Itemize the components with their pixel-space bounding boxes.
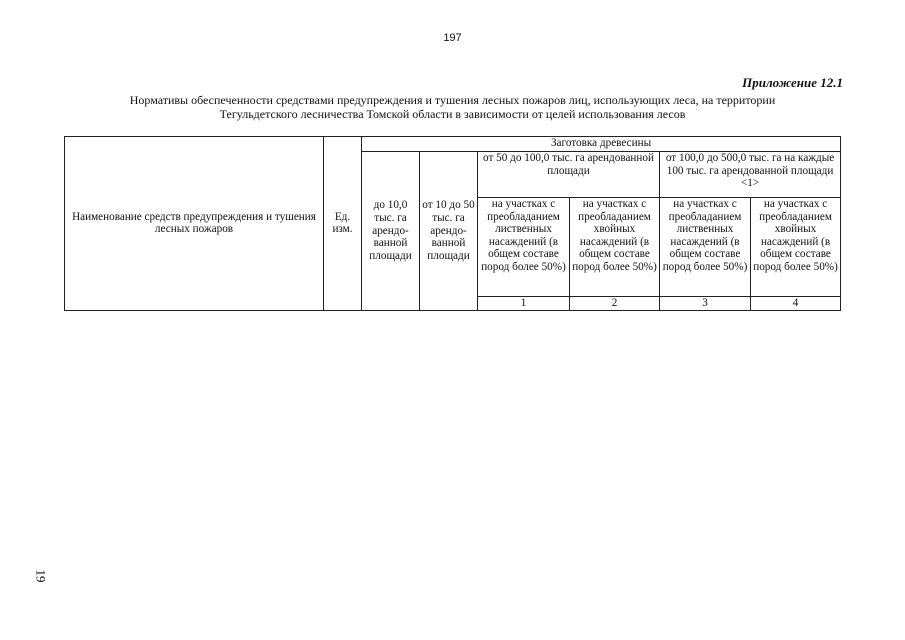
norms-table (64, 136, 841, 311)
title-line-2: Тегульдетского лесничества Томской области в зависимости от целей использования лесов (219, 107, 686, 121)
header-group-logging: Заготовка древесины (362, 137, 841, 152)
column-number: 4 (751, 297, 841, 311)
column-number: 1 (478, 297, 570, 311)
header-sub2: от 100,0 до 500,0 тыс. га на каждые 100 тыс. га арендованной площади <1> (660, 152, 841, 198)
page-number: 197 (443, 32, 462, 44)
header-col8: на участках с преобладанием хвойных насаждений (в общем составе пород более 50%) (751, 198, 841, 297)
header-sub1: от 50 до 100,0 тыс. га арендованной площади (478, 152, 660, 198)
header-col7: на участках с преобладанием лиственных насаждений (в общем составе пород более 50%) (660, 198, 751, 297)
header-col5: на участках с преобладанием лиственных насаждений (в общем составе пород более 50%) (478, 198, 570, 297)
document-title (60, 93, 845, 121)
column-number: 2 (570, 297, 660, 311)
side-page-number: 19 (33, 569, 49, 583)
header-col3: до 10,0 тыс. га арендо-ванной площади (362, 152, 420, 311)
header-col6: на участках с преобладанием хвойных насаждений (в общем составе пород более 50%) (570, 198, 660, 297)
header-unit-column: Ед. изм. (324, 137, 362, 311)
header-name-column: Наименование средств предупреждения и тушения лесных пожаров (65, 137, 324, 311)
appendix-label: Приложение 12.1 (742, 75, 843, 90)
title-line-1: Нормативы обеспеченности средствами предупреждения и тушения лесных пожаров лиц, использующих леса, на территории (129, 93, 776, 107)
column-number: 3 (660, 297, 751, 311)
header-col4: от 10 до 50 тыс. га арендо-ванной площади (420, 152, 478, 311)
